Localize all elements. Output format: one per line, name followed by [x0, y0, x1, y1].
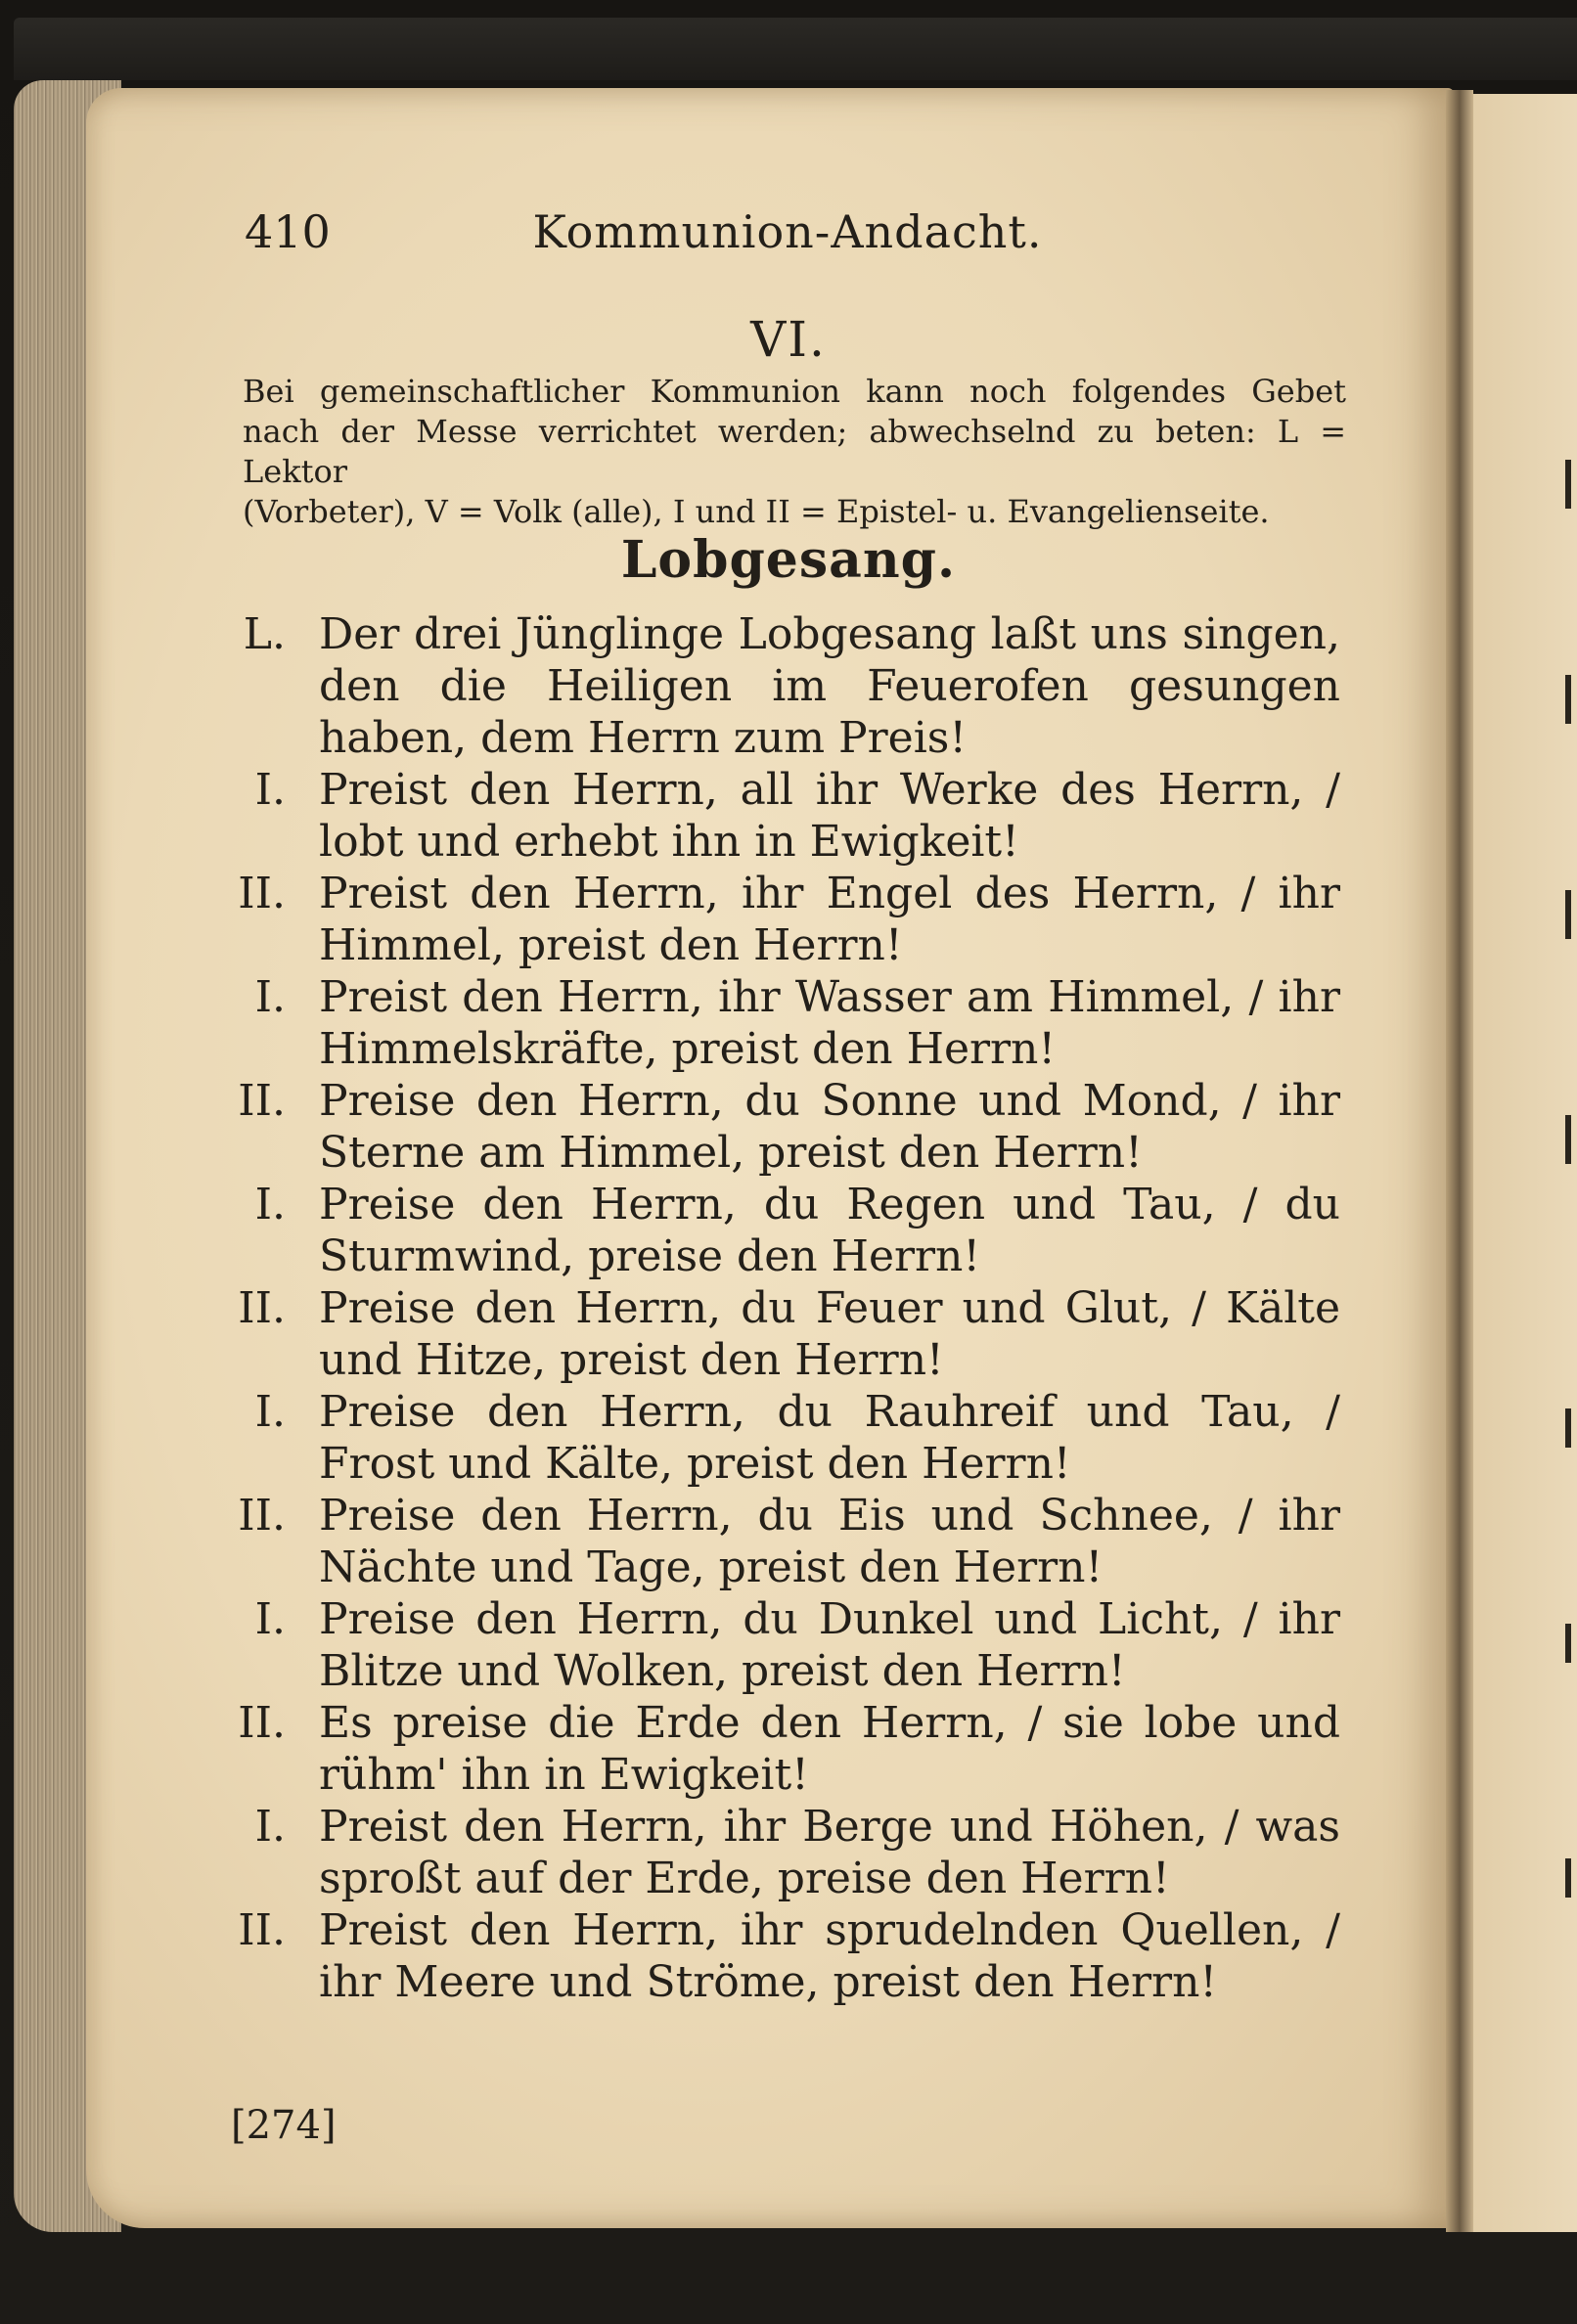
verse: [225, 1904, 1340, 2008]
verse-speaker: II.: [238, 1076, 286, 1126]
verse-text: Der drei Jünglinge Lobgesang laßt uns singen, den die Heiligen im Feuerofen gesungen haben, dem Herrn zum Preis!: [319, 609, 1340, 763]
verse: [225, 1801, 1340, 1904]
verse-text: Preise den Herrn, du Dunkel und Licht, / ihr Blitze und Wolken, preist den Herrn!: [319, 1594, 1340, 1696]
verse-text: Preist den Herrn, ihr Engel des Herrn, / ihr Himmel, preist den Herrn!: [319, 869, 1340, 970]
verse-speaker: II.: [238, 1283, 286, 1333]
facing-page-text-fragment: [1565, 1624, 1571, 1663]
running-title: Kommunion-Andacht.: [532, 205, 1043, 258]
verse: [225, 1697, 1340, 1801]
verse: [225, 971, 1340, 1075]
verse-speaker: II.: [238, 1491, 286, 1541]
verse-speaker: I.: [254, 1387, 286, 1437]
facing-page-text-fragment: [1565, 1408, 1571, 1448]
verse-speaker: II.: [238, 1905, 286, 1955]
verse: [225, 1282, 1340, 1386]
verse: [225, 608, 1340, 764]
verse-text: Preise den Herrn, du Sonne und Mond, / ihr Sterne am Himmel, preist den Herrn!: [319, 1076, 1340, 1178]
verse-text: Es preise die Erde den Herrn, / sie lobe und rühm' ihn in Ewigkeit!: [319, 1698, 1340, 1800]
hymn-heading: Lobgesang.: [620, 530, 957, 590]
book-gutter: [1446, 90, 1473, 2232]
verse: [225, 1490, 1340, 1593]
verse-text: Preise den Herrn, du Feuer und Glut, / Kälte und Hitze, preist den Herrn!: [319, 1283, 1340, 1385]
intro-paragraph: [243, 372, 1346, 532]
facing-page-text-fragment: [1565, 675, 1571, 724]
verse: [225, 764, 1340, 868]
book-cover-edge: [14, 18, 1577, 80]
verse-speaker: I.: [254, 1180, 286, 1229]
verse: [225, 1179, 1340, 1282]
verse: [225, 868, 1340, 971]
verse-speaker: I.: [254, 1802, 286, 1852]
verse-text: Preist den Herrn, all ihr Werke des Herrn, / lobt und erhebt ihn in Ewigkeit!: [319, 765, 1340, 867]
verse-speaker: I.: [254, 1594, 286, 1644]
verse-speaker: I.: [254, 972, 286, 1022]
verse-speaker: I.: [254, 765, 286, 815]
verse-speaker: L.: [243, 609, 286, 659]
verse-text: Preise den Herrn, du Regen und Tau, / du Sturmwind, preise den Herrn!: [319, 1180, 1340, 1281]
verse: [225, 1386, 1340, 1490]
verse-list: [225, 608, 1340, 2008]
verse-text: Preist den Herrn, ihr sprudelnden Quellen, / ihr Meere und Ströme, preist den Herrn!: [319, 1905, 1340, 2007]
verse: [225, 1593, 1340, 1697]
verse-text: Preise den Herrn, du Rauhreif und Tau, / Frost und Kälte, preist den Herrn!: [319, 1387, 1340, 1489]
verse-speaker: II.: [238, 1698, 286, 1748]
facing-page-text-fragment: [1565, 1858, 1571, 1898]
signature-mark: [274]: [231, 2103, 337, 2148]
page-header: [245, 205, 1330, 274]
page-number: 410: [245, 205, 331, 258]
verse: [225, 1075, 1340, 1179]
verse-text: Preist den Herrn, ihr Berge und Höhen, / was sproßt auf der Erde, preise den Herrn!: [319, 1802, 1340, 1903]
intro-line: (Vorbeter), V = Volk (alle), I und II = Epistel- u. Evangelienseite.: [243, 493, 1270, 530]
intro-line: nach der Messe verrichtet werden; abwechselnd zu beten: L = Lektor: [243, 413, 1346, 490]
verse-speaker: II.: [238, 869, 286, 918]
intro-line: Bei gemeinschaftlicher Kommunion kann noch folgendes Gebet: [243, 373, 1346, 410]
facing-page-text-fragment: [1565, 1115, 1571, 1164]
verse-text: Preise den Herrn, du Eis und Schnee, / ihr Nächte und Tage, preist den Herrn!: [319, 1491, 1340, 1592]
section-numeral: VI.: [750, 311, 827, 368]
facing-page-text-fragment: [1565, 890, 1571, 939]
facing-page-edge: [1471, 94, 1577, 2232]
facing-page-text-fragment: [1565, 460, 1571, 509]
verse-text: Preist den Herrn, ihr Wasser am Himmel, / ihr Himmelskräfte, preist den Herrn!: [319, 972, 1340, 1074]
